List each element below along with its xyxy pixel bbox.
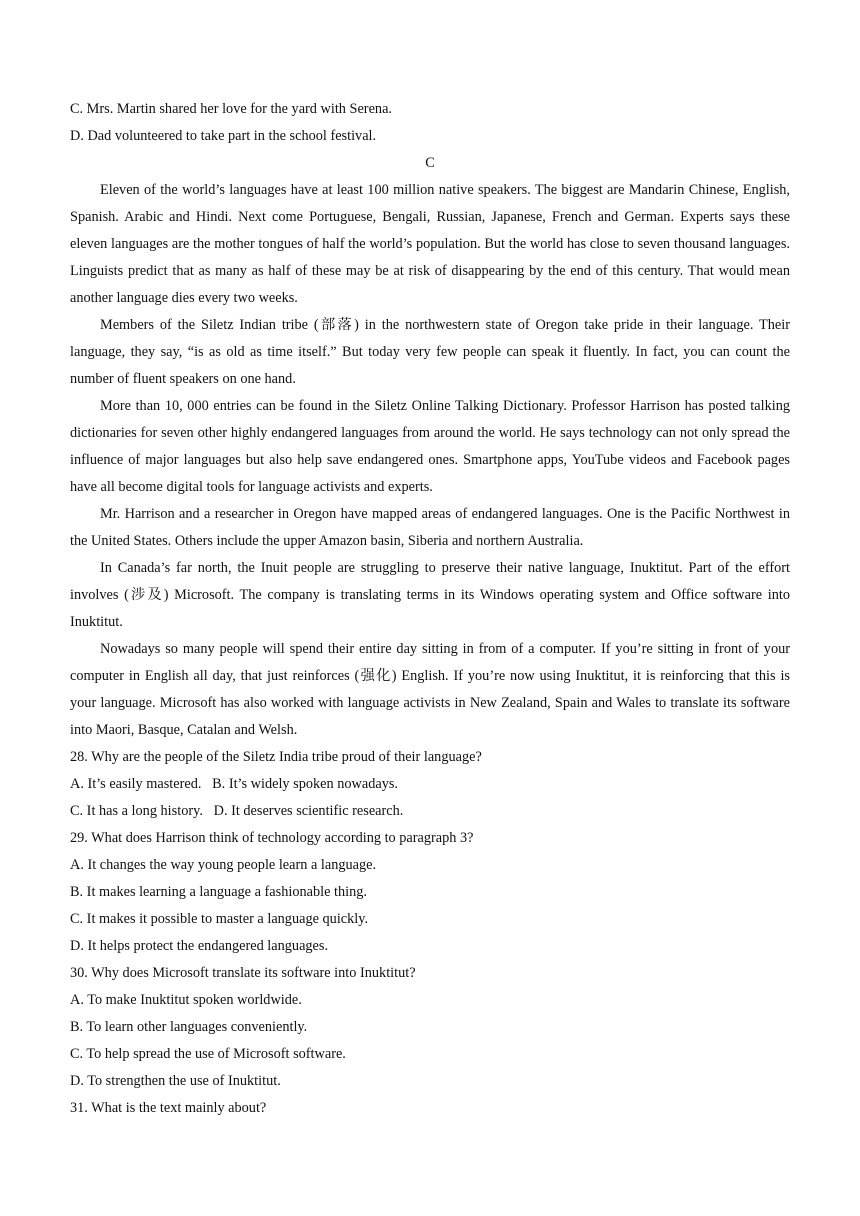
answer-option-c: C. To help spread the use of Microsoft software. [70,1046,346,1062]
answer-option-d: D. To strengthen the use of Inuktitut. [70,1073,281,1089]
paragraph-6: Nowadays so many people will spend their entire day sitting in from of a computer. If you’re sitting in front of your computer in English all day, that just reinforces (强化) English. If you’re now using Inuktitut, it is reinforcing that this is your language. Microsoft has also worked with language activists in New Zealand, Spain and Wales to translate its software into Maori, Basque, Catalan and Welsh. [70,641,790,738]
question-stem: 28. Why are the people of the Siletz India tribe proud of their language? [70,749,482,765]
question-31 [70,1095,790,1122]
answer-option-b: B. To learn other languages conveniently. [70,1019,308,1035]
answer-option-c: C. It makes it possible to master a language quickly. [70,911,369,927]
question-stem: 29. What does Harrison think of technology according to paragraph 3? [70,830,474,846]
answer-option-a: A. To make Inuktitut spoken worldwide. [70,992,302,1008]
section-label: C [425,155,435,171]
answer-option-d: D. It helps protect the endangered languages. [70,938,329,954]
answer-option-a: A. It changes the way young people learn a language. [70,857,377,873]
question-29 [70,825,790,960]
paragraph-1: Eleven of the world’s languages have at least 100 million native speakers. The biggest are Mandarin Chinese, English, Spanish. Arabic and Hindi. Next come Portuguese, Bengali, Russian, Japanese, French and German. Experts says these eleven languages are the mother tongues of half the world’s population. But the world has close to seven thousand languages. Linguists predict that as many as half of these may be at risk of disappearing by the end of this century. That would mean another language dies every two weeks. [70,182,790,306]
answer-options: A. It’s easily mastered. B. It’s widely spoken nowadays. [70,776,398,792]
answer-options: C. It has a long history. D. It deserves scientific research. [70,803,404,819]
paragraph-2: Members of the Siletz Indian tribe (部落) in the northwestern state of Oregon take pride in their language. Their language, they say, “is as old as time itself.” But today very few people can speak it fluently. In fact, you can count the number of fluent speakers on one hand. [70,317,790,387]
previous-option-c: C. Mrs. Martin shared her love for the yard with Serena. [70,101,392,117]
question-stem: 31. What is the text mainly about? [70,1100,267,1116]
document-page [70,96,790,1122]
answer-option-b: B. It makes learning a language a fashionable thing. [70,884,367,900]
paragraph-4: Mr. Harrison and a researcher in Oregon have mapped areas of endangered languages. One is the Pacific Northwest in the United States. Others include the upper Amazon basin, Siberia and northern Australia. [70,506,790,549]
previous-option-d: D. Dad volunteered to take part in the school festival. [70,128,377,144]
paragraph-5: In Canada’s far north, the Inuit people are struggling to preserve their native language, Inuktitut. Part of the effort involves (涉及) Microsoft. The company is translating terms in its Windows operating system and Office software into Inuktitut. [70,560,790,630]
paragraph-3: More than 10, 000 entries can be found in the Siletz Online Talking Dictionary. Professor Harrison has posted talking dictionaries for seven other highly endangered languages from around the world. He says technology can not only spread the influence of major languages but also help save endangered ones. Smartphone apps, YouTube videos and Facebook pages have all become digital tools for language activists and experts. [70,398,790,495]
question-28 [70,744,790,825]
question-30 [70,960,790,1095]
question-stem: 30. Why does Microsoft translate its software into Inuktitut? [70,965,416,981]
